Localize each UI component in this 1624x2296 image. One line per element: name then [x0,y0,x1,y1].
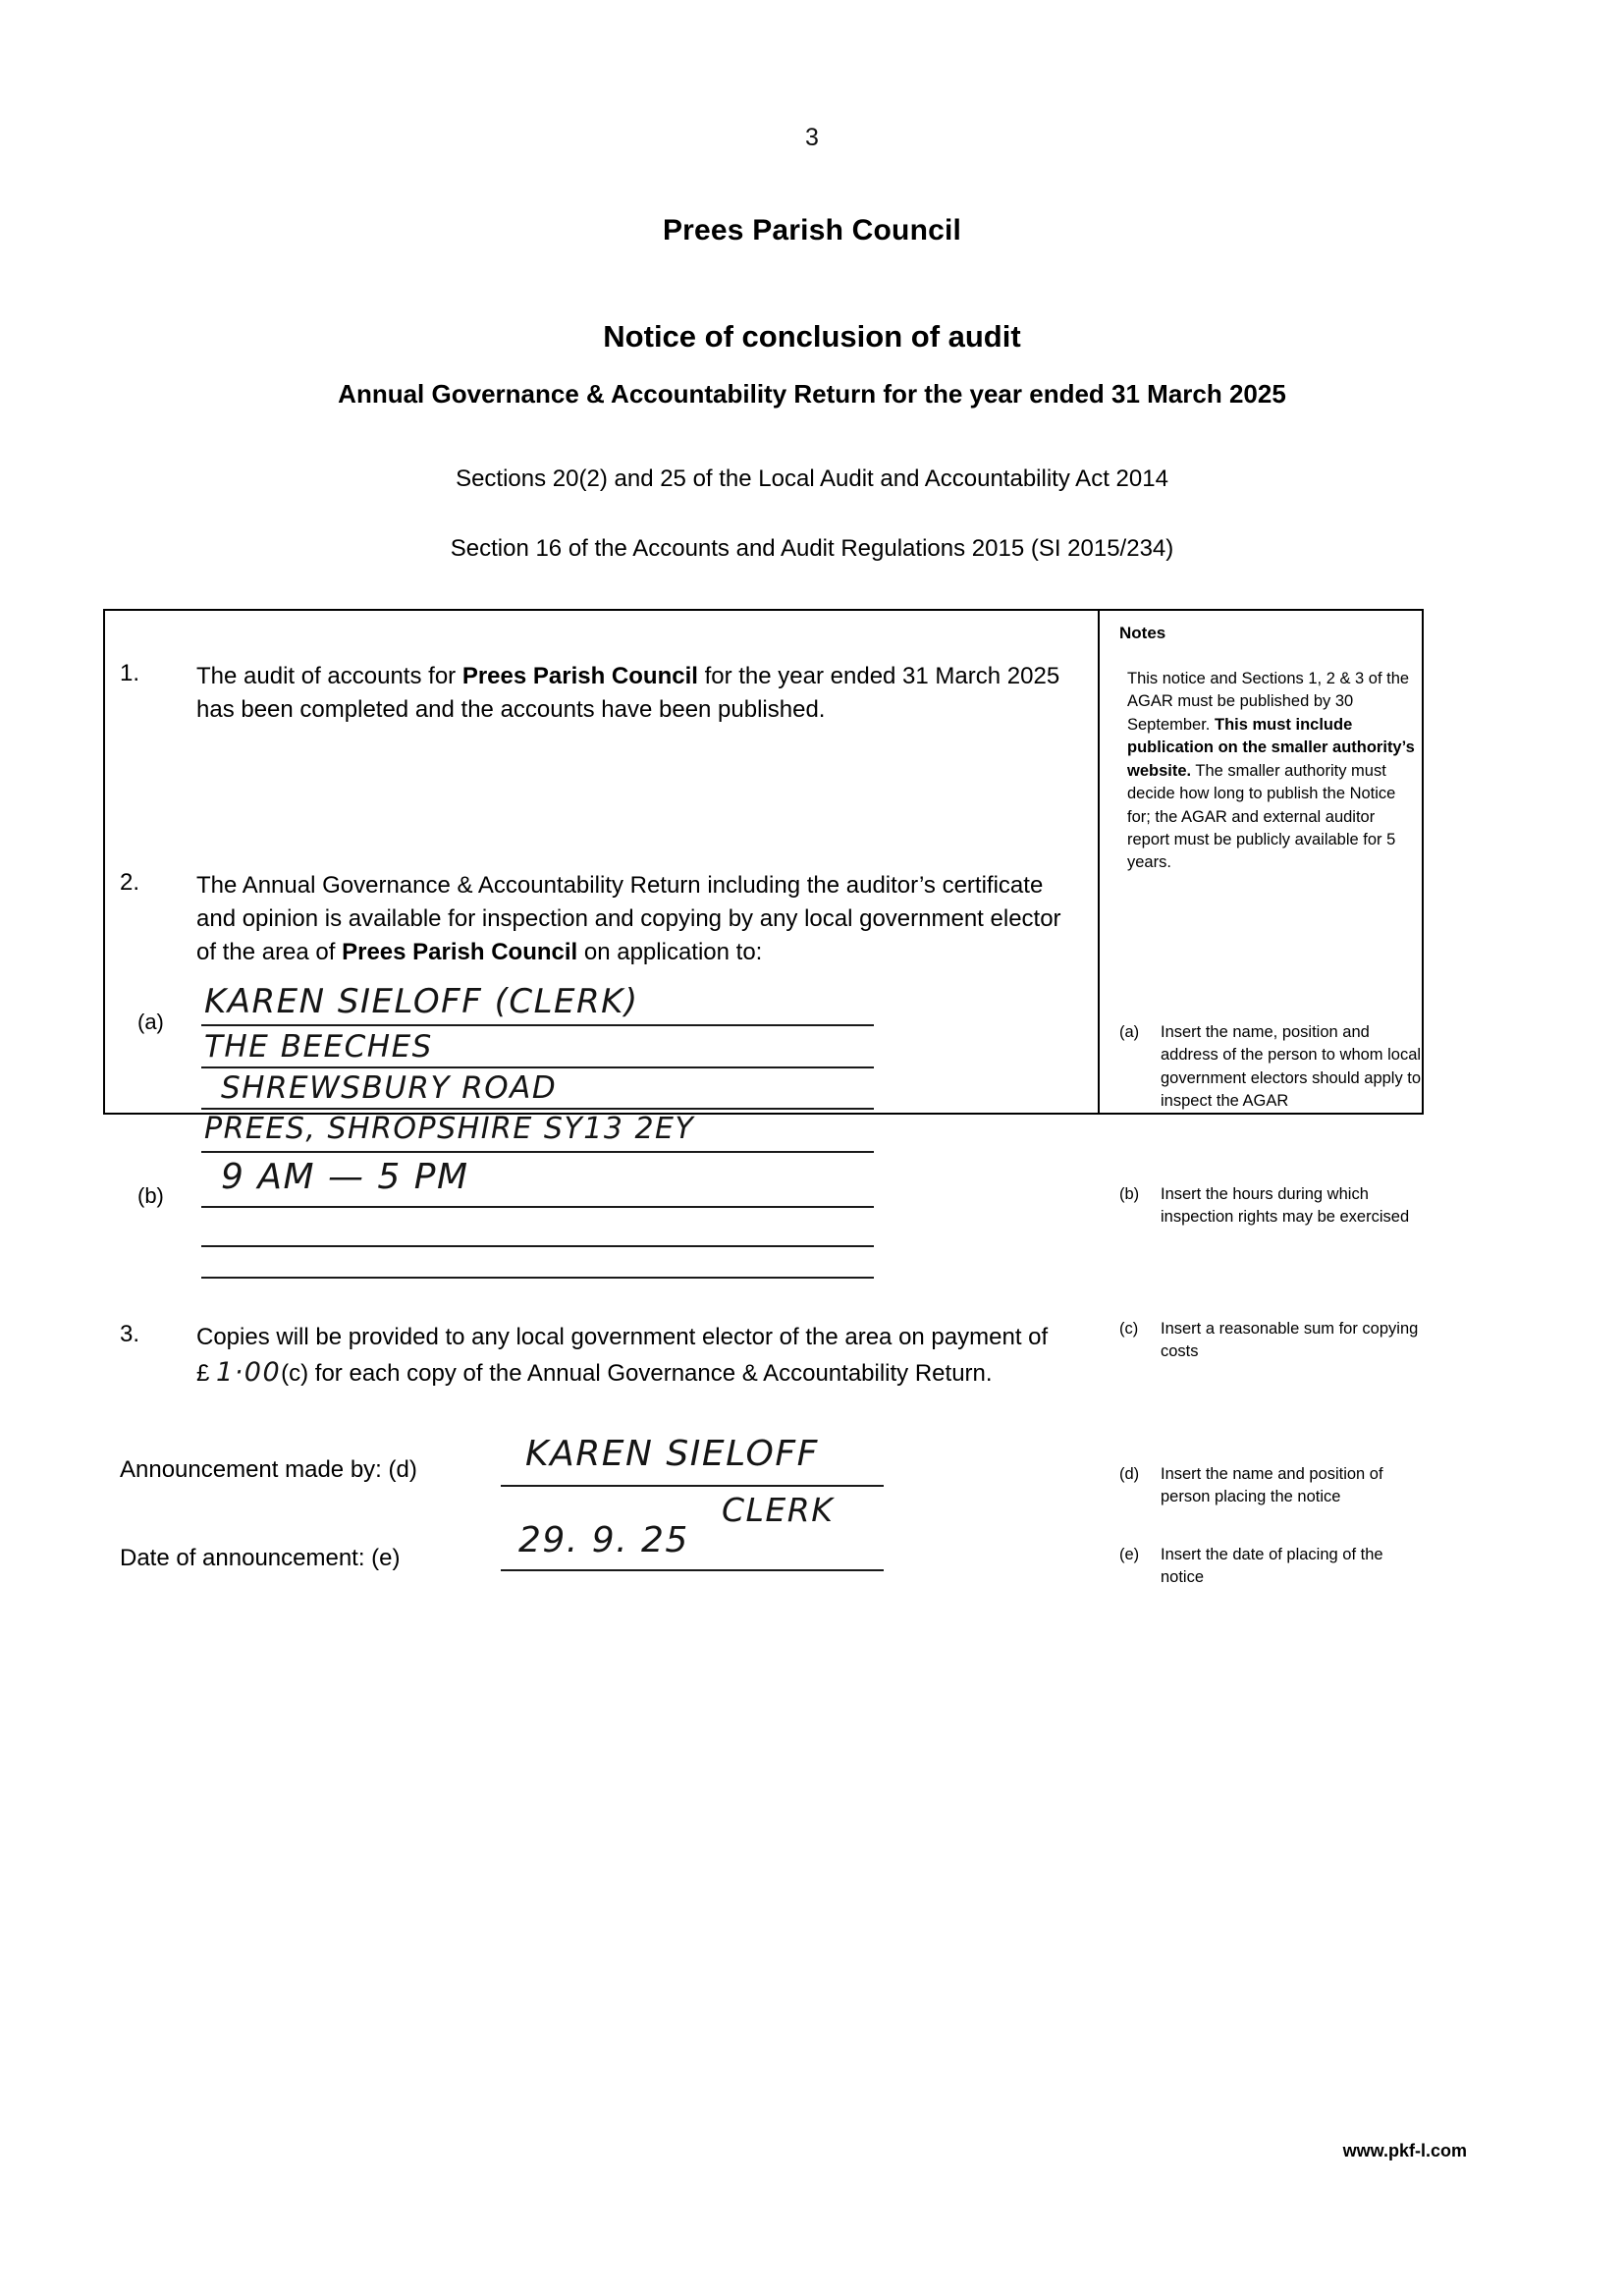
notes-column-divider [1098,609,1100,1115]
handwritten-announcer-name: KAREN SIELOFF [525,1434,819,1474]
field-a-label: (a) [137,1010,164,1034]
handwritten-address-line-4: PREES, SHROPSHIRE SY13 2EY [204,1112,695,1146]
item-2-number: 2. [120,869,140,896]
item-3-number: 3. [120,1321,140,1347]
council-title: Prees Parish Council [662,214,962,246]
date-of-announcement-label: Date of announcement: (e) [120,1545,401,1571]
write-line-b3 [201,1277,874,1279]
write-line-a4 [201,1151,874,1153]
note-publication-part2: The smaller authority must decide how long to publish the Notice for; the AGAR and external auditor report must be publicly available for 5 years. [1127,761,1396,872]
page-number: 3 [805,124,819,151]
handwritten-address-line-3: SHREWSBURY ROAD [221,1070,558,1106]
note-publication-emphasis: This must include publication on the smaller authority’s website. [1127,715,1415,780]
note-e-label: (e) [1119,1546,1140,1563]
item-1-council-name: Prees Parish Council [461,663,698,689]
handwritten-copy-fee: 1·00 [216,1357,282,1389]
note-b-label: (b) [1119,1185,1140,1203]
write-line-b2 [201,1245,874,1247]
notice-title: Notice of conclusion of audit [603,319,1021,354]
handwritten-announcement-date: 29. 9. 25 [518,1520,689,1560]
note-e-text: Insert the date of placing of the notice [1161,1546,1383,1587]
note-b-text: Insert the hours during which inspection rights may be exercised [1161,1185,1410,1227]
handwritten-announcer-position: CLERK [722,1491,835,1529]
notes-heading: Notes [1119,624,1166,642]
write-line-a1 [201,1024,874,1026]
legal-reference-line-1: Sections 20(2) and 25 of the Local Audit and Accountability Act 2014 [456,465,1168,492]
note-d-label: (d) [1119,1465,1140,1483]
item-1-number: 1. [120,660,140,686]
note-c-text: Insert a reasonable sum for copying costs [1161,1320,1419,1361]
item-1-text-after: for the year ended 31 March 2025 has been completed and the accounts have been published. [196,663,1060,724]
note-d-text: Insert the name and position of person placing the notice [1161,1465,1383,1506]
note-c-label: (c) [1119,1320,1139,1338]
item-1-text-before: The audit of accounts for [196,663,462,689]
announcement-made-by-label: Announcement made by: (d) [120,1456,417,1483]
note-publication [1127,668,1420,875]
agar-subtitle: Annual Governance & Accountability Return for the year ended 31 March 2025 [338,379,1286,409]
write-line-a2 [201,1066,874,1068]
item-2-text [196,869,1070,969]
item-1-text [196,660,1060,727]
item-3-text-before: Copies will be provided to any local government elector of the area on payment of £ [196,1324,1049,1388]
footer-url[interactable]: www.pkf-l.com [1342,2141,1467,2160]
handwritten-inspection-hours: 9 AM — 5 PM [221,1157,469,1197]
item-3-text-after: (c) for each copy of the Annual Governance & Accountability Return. [281,1360,993,1388]
item-2-text-after: on application to: [577,939,763,966]
note-a-text: Insert the name, position and address of the person to whom local government electors should apply to inspect the AGAR [1161,1023,1422,1111]
write-line-d [501,1485,884,1487]
write-line-a3 [201,1108,874,1110]
field-b-label: (b) [137,1183,164,1208]
item-2-council-name: Prees Parish Council [342,939,578,966]
legal-reference-line-2: Section 16 of the Accounts and Audit Regulations 2015 (SI 2015/234) [450,535,1174,562]
item-2-text-before: The Annual Governance & Accountability Return including the auditor’s certificate and opinion is available for inspection and copying by any local government elector of the area of [196,872,1061,966]
item-3-text [196,1321,1060,1392]
handwritten-address-line-2: THE BEECHES [204,1029,433,1065]
note-a-label: (a) [1119,1023,1140,1041]
handwritten-address-line-1: KAREN SIELOFF (CLERK) [204,982,639,1021]
write-line-e [501,1569,884,1571]
write-line-b1 [201,1206,874,1208]
note-publication-part1: This notice and Sections 1, 2 & 3 of the AGAR must be published by 30 September. [1127,670,1410,734]
